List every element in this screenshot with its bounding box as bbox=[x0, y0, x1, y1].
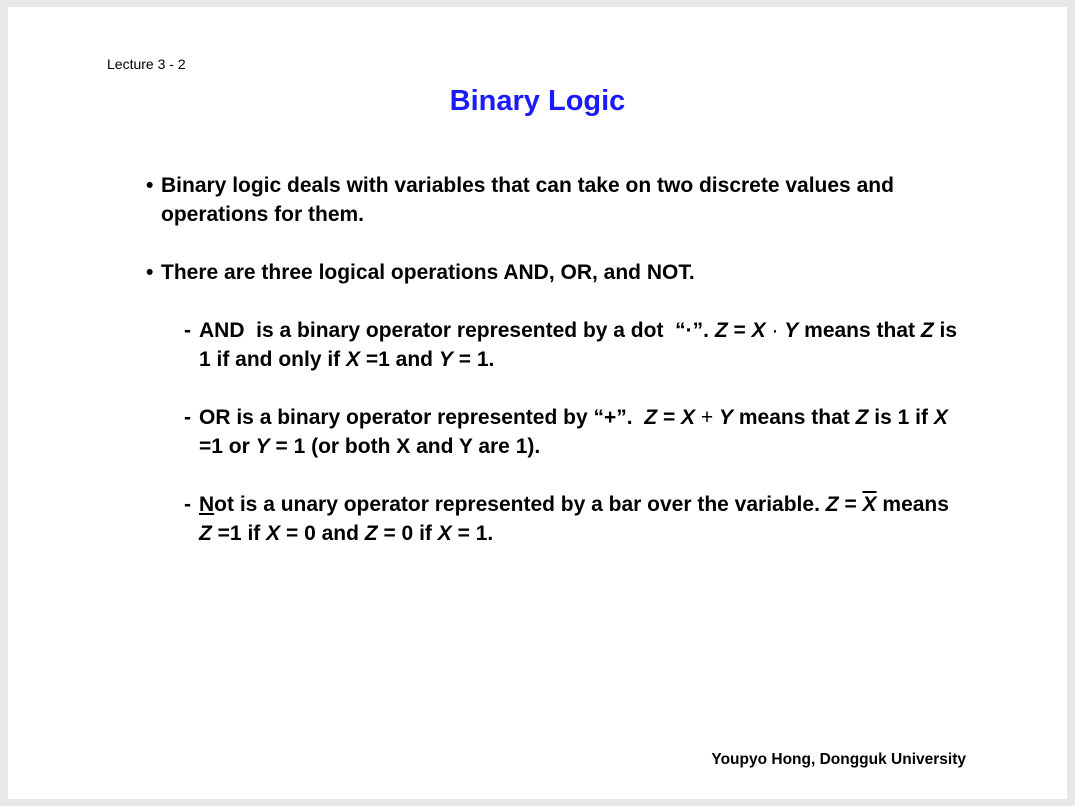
bullet-marker: • bbox=[146, 261, 154, 284]
bullet-three-operations bbox=[146, 258, 966, 287]
slide-body bbox=[146, 171, 966, 548]
bullet-text: There are three logical operations AND, OR, and NOT. bbox=[161, 261, 695, 284]
bullet-binary-logic bbox=[146, 171, 966, 229]
bullet-marker: • bbox=[146, 174, 154, 197]
and-definition: - AND is a binary operator represented by a dot “·”. Z = X · Y means that Z is 1 if and only if X =1 and Y = 1. bbox=[184, 316, 966, 374]
bullet-text: Binary logic deals with variables that can take on two discrete values and operations for them. bbox=[161, 174, 894, 226]
lecture-label: Lecture 3 - 2 bbox=[107, 56, 186, 72]
dash-marker: - bbox=[184, 493, 191, 516]
footer-credit: Youpyo Hong, Dongguk University bbox=[711, 751, 966, 768]
dash-marker: - bbox=[184, 406, 191, 429]
slide bbox=[8, 7, 1067, 799]
dash-marker: - bbox=[184, 319, 191, 342]
slide-title: Binary Logic bbox=[449, 85, 626, 117]
op-name: AND bbox=[199, 319, 245, 342]
op-name: OR bbox=[199, 406, 231, 429]
or-definition: - OR is a binary operator represented by “+”. Z = X + Y means that Z is 1 if X =1 or Y = 1 (or both X and Y are 1). bbox=[184, 403, 966, 461]
not-definition: - Not is a unary operator represented by a bar over the variable. $Z = \overline{X}$ means Z =1 if X = 0 and Z = 0 if X = 1. bbox=[184, 490, 966, 548]
op-name: Not bbox=[199, 493, 234, 516]
x-bar: $\overline{X}$ bbox=[862, 493, 877, 516]
